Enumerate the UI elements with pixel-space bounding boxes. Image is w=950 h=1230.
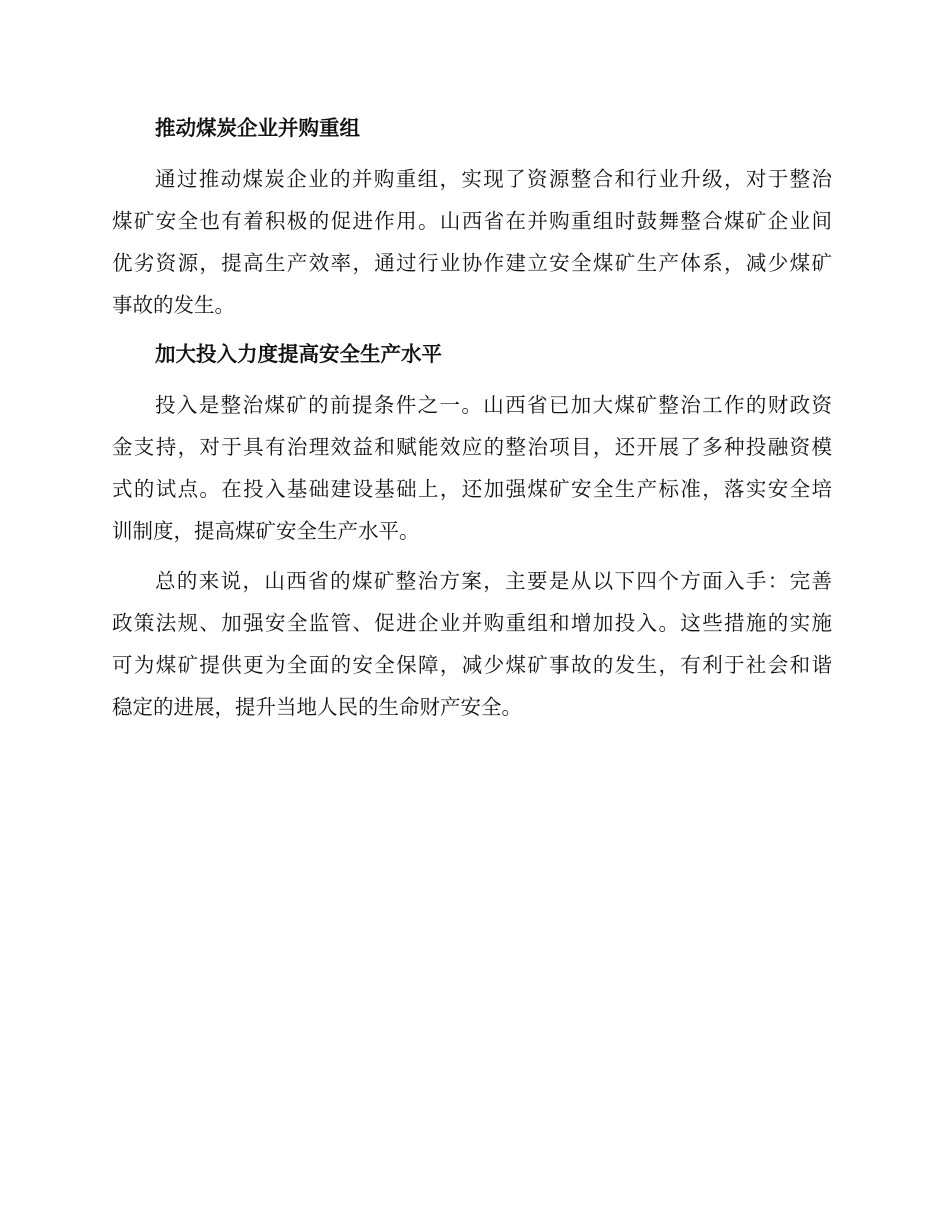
section-paragraph-merger — [112, 158, 832, 326]
paragraph-line: 煤矿安全也有着积极的促进作用。山西省在并购重组时鼓舞整合煤矿企业间 — [112, 209, 832, 233]
paragraph-line: 优劣资源，提高生产效率，通过行业协作建立安全煤矿生产体系，减少煤矿 — [112, 251, 832, 275]
paragraph-line: 稳定的进展，提升当地人民的生命财产安全。 — [112, 695, 522, 719]
section-paragraph-investment — [112, 384, 832, 552]
section-heading-investment: 加大投入力度提高安全生产水平 — [155, 342, 442, 366]
paragraph-line: 政策法规、加强安全监管、促进企业并购重组和增加投入。这些措施的实施 — [112, 611, 832, 635]
paragraph-line: 通过推动煤炭企业的并购重组，实现了资源整合和行业升级，对于整治 — [155, 167, 832, 191]
paragraph-line: 可为煤矿提供更为全面的安全保障，减少煤矿事故的发生，有利于社会和谐 — [112, 653, 832, 677]
paragraph-line: 事故的发生。 — [112, 293, 235, 317]
paragraph-line: 金支持，对于具有治理效益和赋能效应的整治项目，还开展了多种投融资模 — [112, 435, 832, 459]
paragraph-line: 投入是整治煤矿的前提条件之一。山西省已加大煤矿整治工作的财政资 — [155, 393, 832, 417]
paragraph-line: 训制度，提高煤矿安全生产水平。 — [112, 519, 420, 543]
paragraph-line: 式的试点。在投入基础建设基础上，还加强煤矿安全生产标准，落实安全培 — [112, 477, 832, 501]
document-body — [112, 108, 832, 736]
paragraph-line: 总的来说，山西省的煤矿整治方案，主要是从以下四个方面入手：完善 — [155, 569, 832, 593]
section-heading-merger: 推动煤炭企业并购重组 — [155, 116, 360, 140]
conclusion-paragraph — [112, 560, 832, 728]
